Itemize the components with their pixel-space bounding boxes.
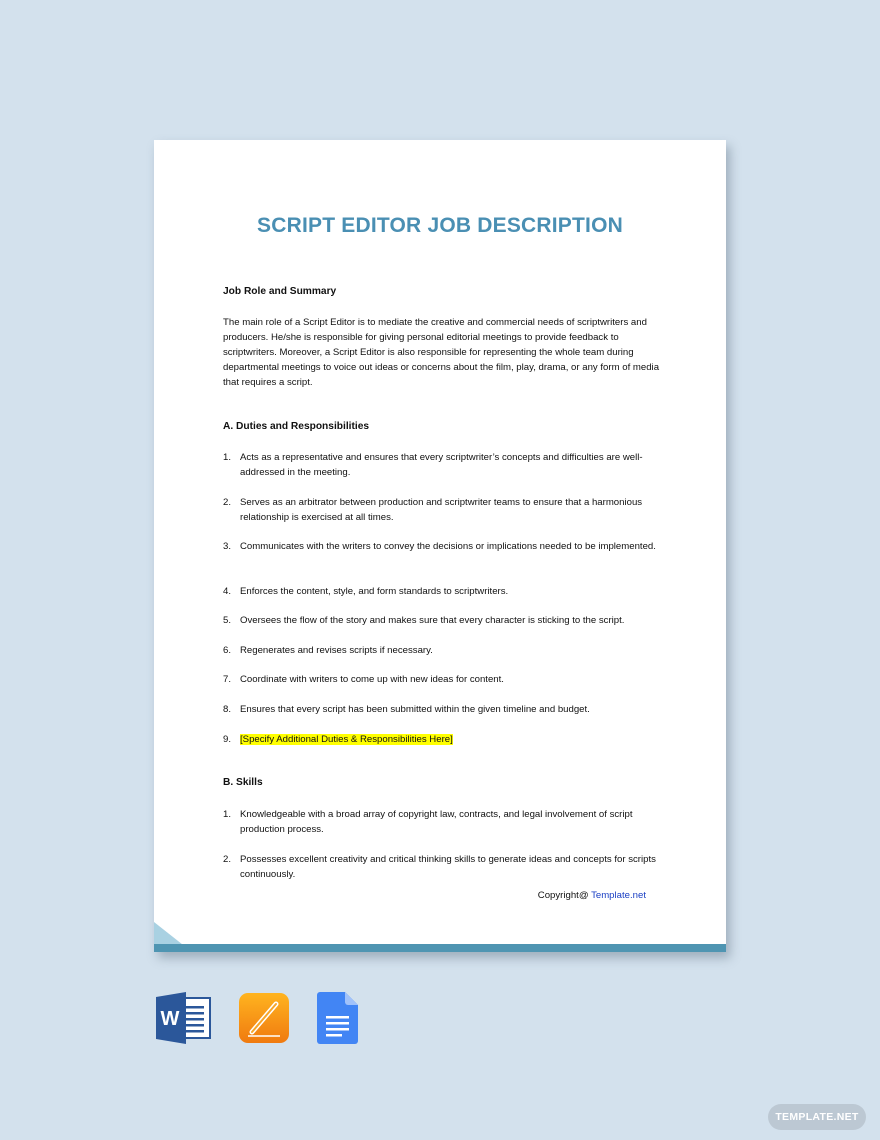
skill-item (223, 852, 663, 882)
duty-text: Acts as a representative and ensures that every scriptwriter’s concepts and difficulties are well-addressed in the meeting. (240, 452, 643, 478)
copyright-label: Copyright@ (537, 890, 592, 901)
duty-item (223, 643, 663, 658)
duty-item (223, 672, 663, 687)
duty-text: Oversees the flow of the story and makes sure that every character is sticking to the script. (240, 615, 625, 626)
duty-item (223, 495, 663, 525)
skill-item (223, 807, 663, 837)
document-page (154, 140, 726, 952)
duty-text: Coordinate with writers to come up with new ideas for content. (240, 674, 504, 685)
skill-number: 1. (223, 809, 232, 820)
duty-item (223, 584, 663, 599)
word-icon[interactable] (156, 992, 212, 1049)
duty-number: 9. (223, 734, 232, 745)
template-net-watermark[interactable]: TEMPLATE.NET (768, 1104, 866, 1130)
pages-icon[interactable] (238, 992, 290, 1049)
duty-placeholder-highlight[interactable]: [Specify Additional Duties & Responsibilities Here] (240, 734, 453, 745)
duty-number: 4. (223, 586, 232, 597)
duties-heading: A. Duties and Responsibilities (223, 421, 370, 432)
summary-paragraph: The main role of a Script Editor is to mediate the creative and commercial needs of scriptwriters and producers. He/she is responsible for giving personal editorial meetings to provide feedback to scriptwriters. Moreover, a Script Editor is also responsible for representing the whole team during departmental meetings to voice out ideas or concerns about the film, play, drama, or any form of media that requires a script. (223, 317, 660, 388)
copyright-line (538, 890, 646, 901)
duty-text: Regenerates and revises scripts if necessary. (240, 645, 433, 656)
duty-item (223, 450, 663, 480)
duty-text: Serves as an arbitrator between production and scriptwriter teams to ensure that a harmonious relationship is exercised at all times. (240, 497, 643, 523)
skill-number: 2. (223, 854, 232, 865)
skill-text: Knowledgeable with a broad array of copyright law, contracts, and legal involvement of script production process. (240, 809, 633, 835)
duty-item (223, 732, 663, 747)
bottom-accent-bar (154, 944, 726, 952)
duty-text: Enforces the content, style, and form standards to scriptwriters. (240, 586, 509, 597)
duty-text: Ensures that every script has been submitted within the given timeline and budget. (240, 704, 590, 715)
document-title: SCRIPT EDITOR JOB DESCRIPTION (257, 214, 623, 237)
copyright-brand-link[interactable]: Template.net (591, 890, 646, 901)
duty-number: 3. (223, 541, 232, 552)
duty-item (223, 702, 663, 717)
duty-number: 2. (223, 497, 232, 508)
svg-text:W: W (160, 1008, 180, 1030)
duty-item (223, 613, 663, 628)
skills-heading: B. Skills (223, 777, 263, 788)
duty-number: 7. (223, 674, 232, 685)
google-docs-icon[interactable] (317, 992, 359, 1049)
duty-number: 6. (223, 645, 232, 656)
skill-text: Possesses excellent creativity and critical thinking skills to generate ideas and concepts for scripts continuously. (240, 854, 656, 880)
summary-heading: Job Role and Summary (223, 286, 337, 297)
duty-number: 5. (223, 615, 232, 626)
duty-number: 8. (223, 704, 232, 715)
duty-item (223, 539, 663, 554)
duty-number: 1. (223, 452, 232, 463)
duty-text: Communicates with the writers to convey the decisions or implications needed to be implemented. (240, 541, 656, 552)
